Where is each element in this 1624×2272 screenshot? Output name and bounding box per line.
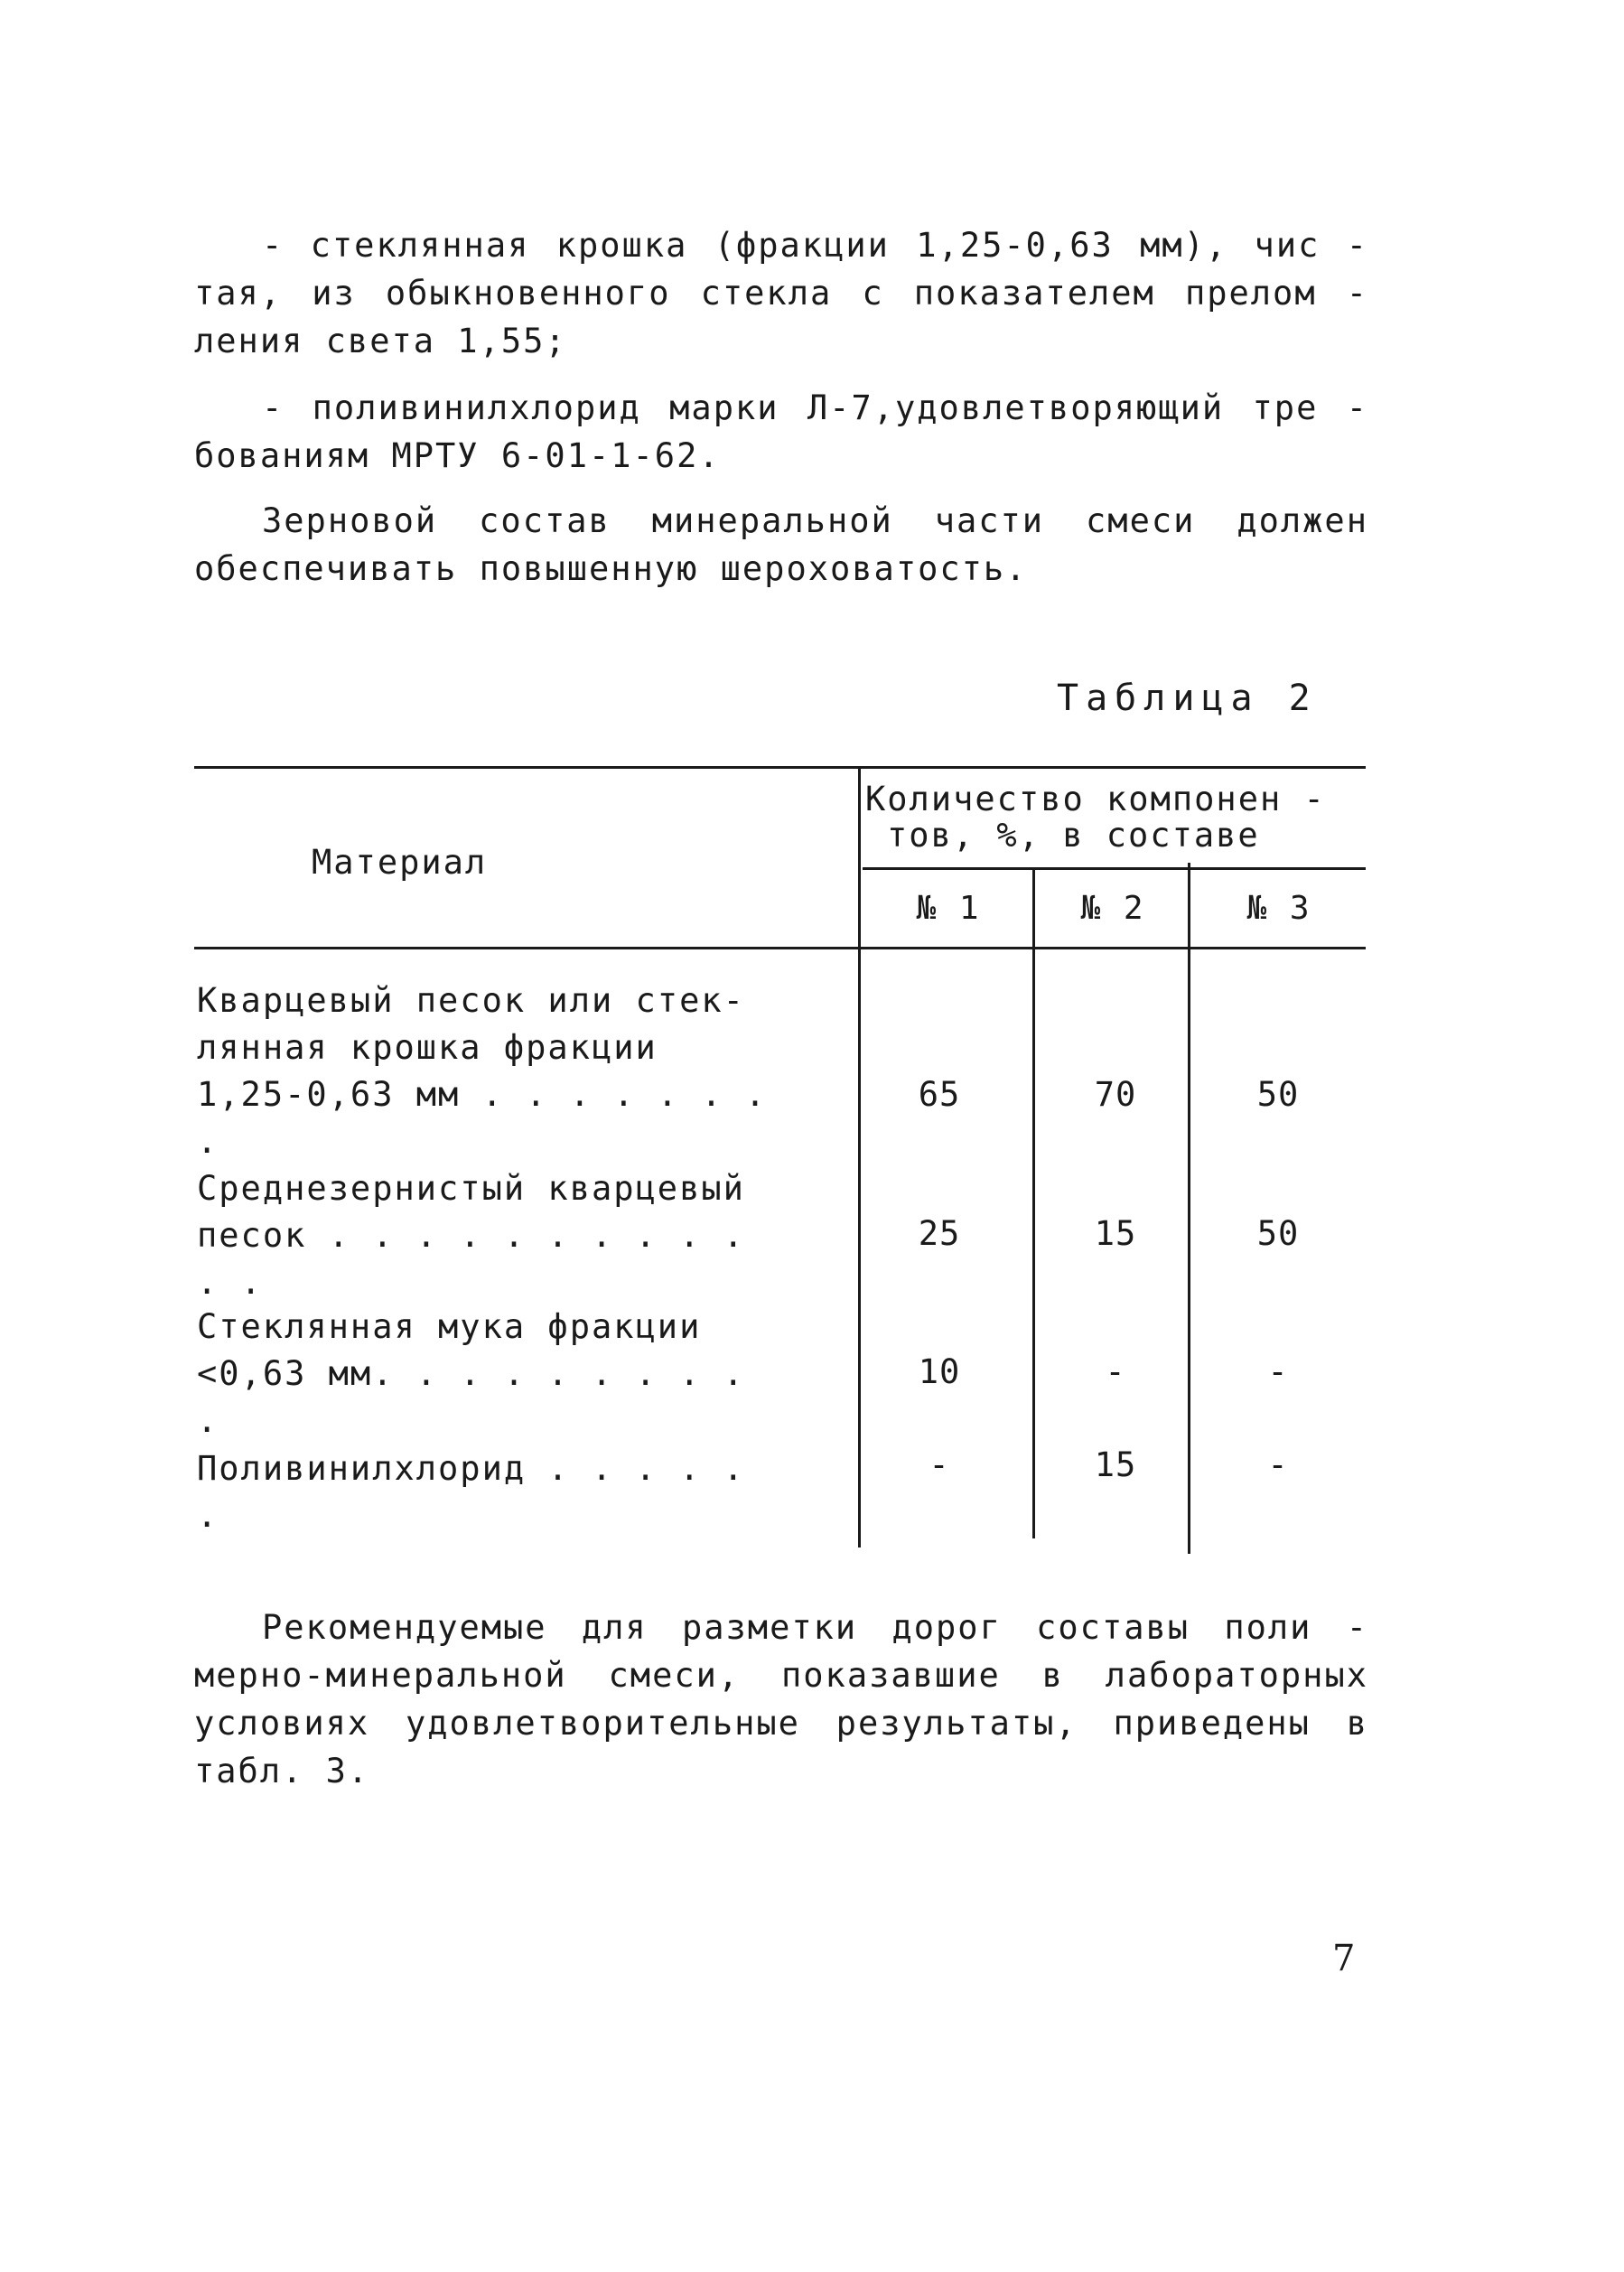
table-cell: 15 bbox=[1094, 1445, 1137, 1484]
paragraph-glass-crumb bbox=[194, 221, 1368, 365]
paragraph-text: Зерновой состав минеральной части смеси должен обеспечивать повышенную шероховатость. bbox=[194, 501, 1368, 588]
paragraph-recommended-compositions bbox=[194, 1603, 1368, 1795]
table-col-divider-1 bbox=[858, 766, 861, 1547]
table-caption: Таблица 2 bbox=[1057, 678, 1318, 719]
table-cell: 10 bbox=[918, 1352, 961, 1391]
table-cell: - bbox=[929, 1445, 950, 1484]
table-cell: 15 bbox=[1094, 1214, 1137, 1253]
table-row-label: Среднезернистый кварцевый песок . . . . . . . . . . . . bbox=[197, 1169, 745, 1302]
table-cell: 50 bbox=[1256, 1075, 1300, 1114]
table-cell: 65 bbox=[918, 1075, 961, 1114]
table-cell: - bbox=[1267, 1352, 1289, 1391]
table-col-divider-3 bbox=[1188, 863, 1190, 1554]
page-number: 7 bbox=[1332, 1938, 1356, 1979]
table-cell: 25 bbox=[918, 1214, 961, 1253]
table-row-label: Кварцевый песок или стек- лянная крошка фракции 1,25-0,63 мм . . . . . . . . bbox=[197, 981, 768, 1161]
table-cell: - bbox=[1267, 1445, 1289, 1484]
table-cell: 70 bbox=[1094, 1075, 1137, 1114]
table-cell: 50 bbox=[1256, 1214, 1300, 1253]
column-header-2: № 2 bbox=[1080, 890, 1145, 927]
paragraph-text: - поливинилхлорид марки Л-7,удовлетворяющий тре - бованиям МРТУ 6-01-1-62. bbox=[194, 388, 1368, 475]
table-top-rule bbox=[194, 766, 1366, 769]
column-header-1: № 1 bbox=[916, 890, 981, 927]
table-cell: - bbox=[1105, 1352, 1126, 1391]
header-material: Материал bbox=[312, 843, 488, 882]
table-subheader-rule bbox=[863, 867, 1366, 870]
table-row-label: Стеклянная мука фракции <0,63 мм. . . . . . . . . . bbox=[197, 1307, 745, 1440]
paragraph-text: - стеклянная крошка (фракции 1,25-0,63 мм), чис - тая, из обыкновенного стекла с показателем прелом - ления света 1,55; bbox=[194, 226, 1368, 360]
header-quantity-line2: тов, %, в составе bbox=[887, 816, 1260, 855]
header-quantity-line1: Количество компонен - bbox=[865, 780, 1326, 818]
paragraph-grain-composition bbox=[194, 497, 1368, 593]
paragraph-pvc bbox=[194, 384, 1368, 480]
table-row-label: Поливинилхлорид . . . . . . bbox=[197, 1449, 745, 1535]
column-header-3: № 3 bbox=[1246, 890, 1311, 927]
table-col-divider-2 bbox=[1032, 867, 1035, 1538]
paragraph-text: Рекомендуемые для разметки дорог составы поли - мерно-минеральной смеси, показавшие в лабораторных условиях удовлетворительные результаты, приведены в табл. 3. bbox=[194, 1608, 1368, 1790]
